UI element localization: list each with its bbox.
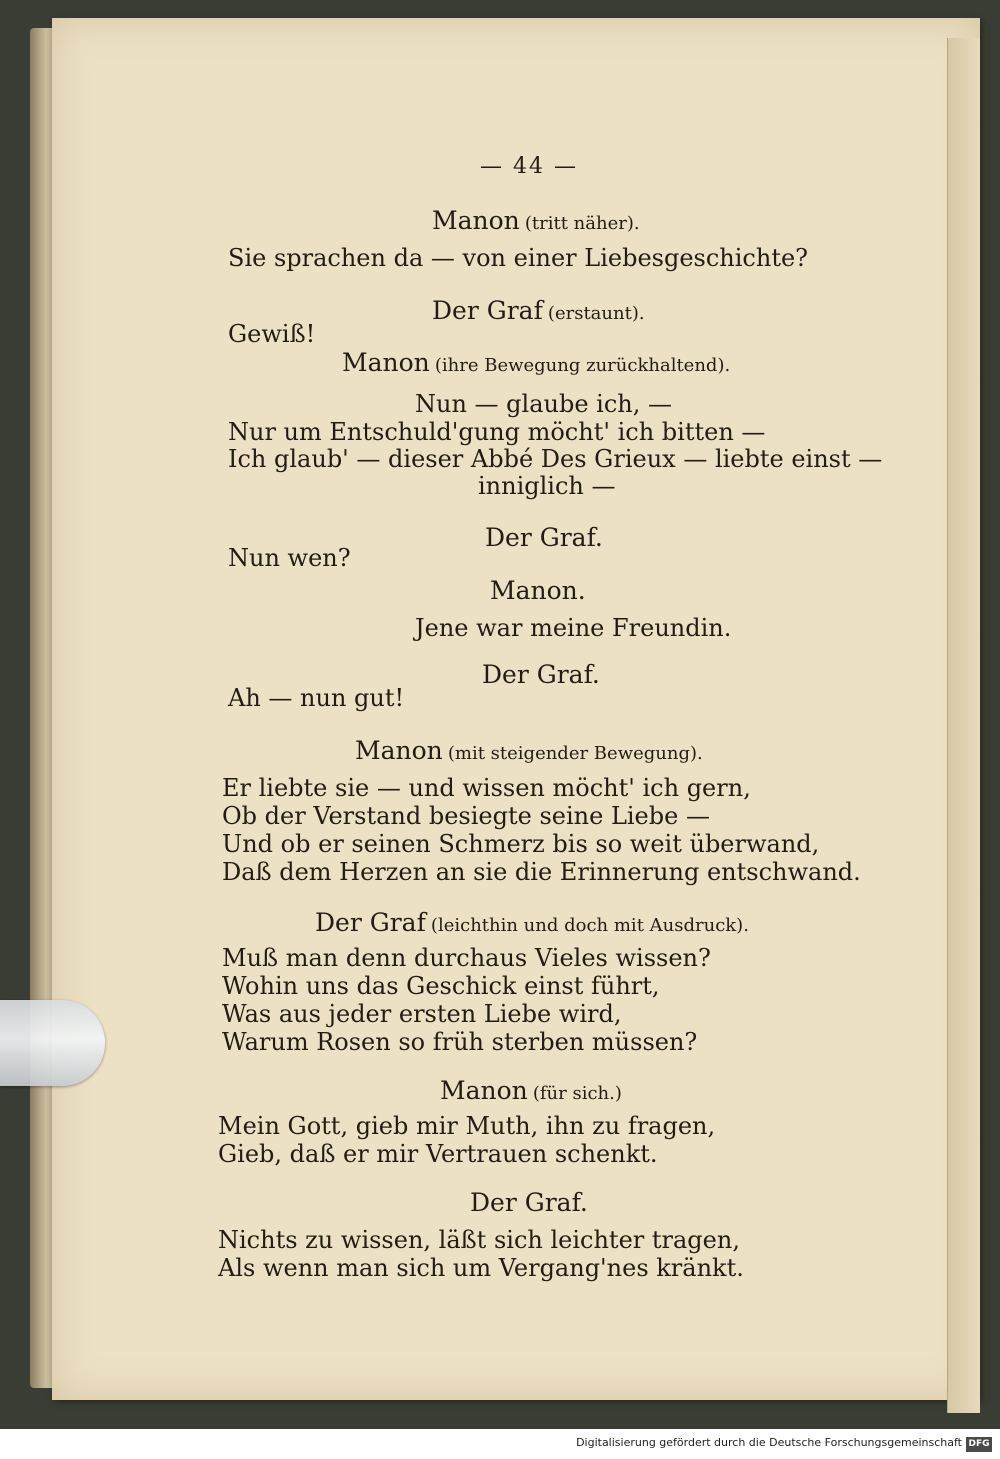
speaker-heading [490, 578, 586, 603]
digitization-footer [0, 1429, 1000, 1459]
verse-line: Gieb, daß er mir Vertrauen schenkt. [218, 1140, 658, 1168]
speaker-name: Der Graf [432, 296, 543, 325]
footer-credit: Digitalisierung gefördert durch die Deutsche Forschungsgemeinschaft [576, 1436, 962, 1449]
verse-line: Gewiß! [228, 320, 316, 348]
stage-direction: (mit steigender Bewegung). [447, 743, 703, 764]
speaker-heading [432, 208, 640, 233]
verse-line: Als wenn man sich um Vergang'nes kränkt. [218, 1254, 744, 1282]
verse-line: Ah — nun gut! [228, 684, 405, 712]
speaker-name: Manon [432, 206, 520, 235]
scanner-thumb-clip [0, 1000, 105, 1086]
next-page-edge [947, 38, 980, 1413]
speaker-name: Manon [342, 348, 430, 377]
speaker-heading [315, 910, 749, 935]
verse-line: Ob der Verstand besiegte seine Liebe — [222, 802, 710, 830]
speaker-name: Der Graf. [482, 660, 600, 689]
verse-line: Er liebte sie — und wissen möcht' ich gern, [222, 774, 751, 802]
speaker-heading [432, 298, 645, 323]
stage-direction: (ihre Bewegung zurückhaltend). [434, 355, 731, 376]
verse-line: Mein Gott, gieb mir Muth, ihn zu fragen, [218, 1112, 716, 1140]
verse-line: Wohin uns das Geschick einst führt, [222, 972, 660, 1000]
speaker-heading [440, 1078, 622, 1103]
speaker-heading [342, 350, 730, 375]
stage-direction: (für sich.) [532, 1083, 622, 1104]
verse-line: Nun wen? [228, 544, 351, 572]
speaker-heading [482, 662, 600, 687]
verse-line: Muß man denn durchaus Vieles wissen? [222, 944, 711, 972]
speaker-heading [470, 1190, 588, 1215]
verse-line: Jene war meine Freundin. [415, 614, 732, 642]
verse-line: Nun — glaube ich, — [415, 390, 673, 418]
speaker-name: Manon. [490, 576, 586, 605]
speaker-name: Manon [440, 1076, 528, 1105]
speaker-name: Manon [355, 736, 443, 765]
verse-line: Was aus jeder ersten Liebe wird, [222, 1000, 622, 1028]
stage-direction: (erstaunt). [547, 303, 645, 324]
verse-line: Nur um Entschuld'gung möcht' ich bitten — [228, 418, 766, 446]
speaker-name: Der Graf [315, 908, 426, 937]
speaker-name: Der Graf. [470, 1188, 588, 1217]
verse-line: Sie sprachen da — von einer Liebesgeschichte? [228, 244, 809, 272]
verse-line: Nichts zu wissen, läßt sich leichter tragen, [218, 1226, 740, 1254]
stage-direction: (leichthin und doch mit Ausdruck). [430, 915, 749, 936]
speaker-name: Der Graf. [485, 523, 603, 552]
dfg-logo: DFG [966, 1437, 992, 1452]
stage-direction: (tritt näher). [524, 213, 640, 234]
verse-line: Ich glaub' — dieser Abbé Des Grieux — liebte einst — [228, 445, 883, 473]
speaker-heading [355, 738, 703, 763]
verse-line: Warum Rosen so früh sterben müssen? [222, 1028, 698, 1056]
verse-line: Und ob er seinen Schmerz bis so weit überwand, [222, 830, 820, 858]
page-number: — 44 — [480, 154, 578, 179]
speaker-heading [485, 525, 603, 550]
verse-line: Daß dem Herzen an sie die Erinnerung entschwand. [222, 858, 861, 886]
verse-line: inniglich — [478, 472, 616, 500]
